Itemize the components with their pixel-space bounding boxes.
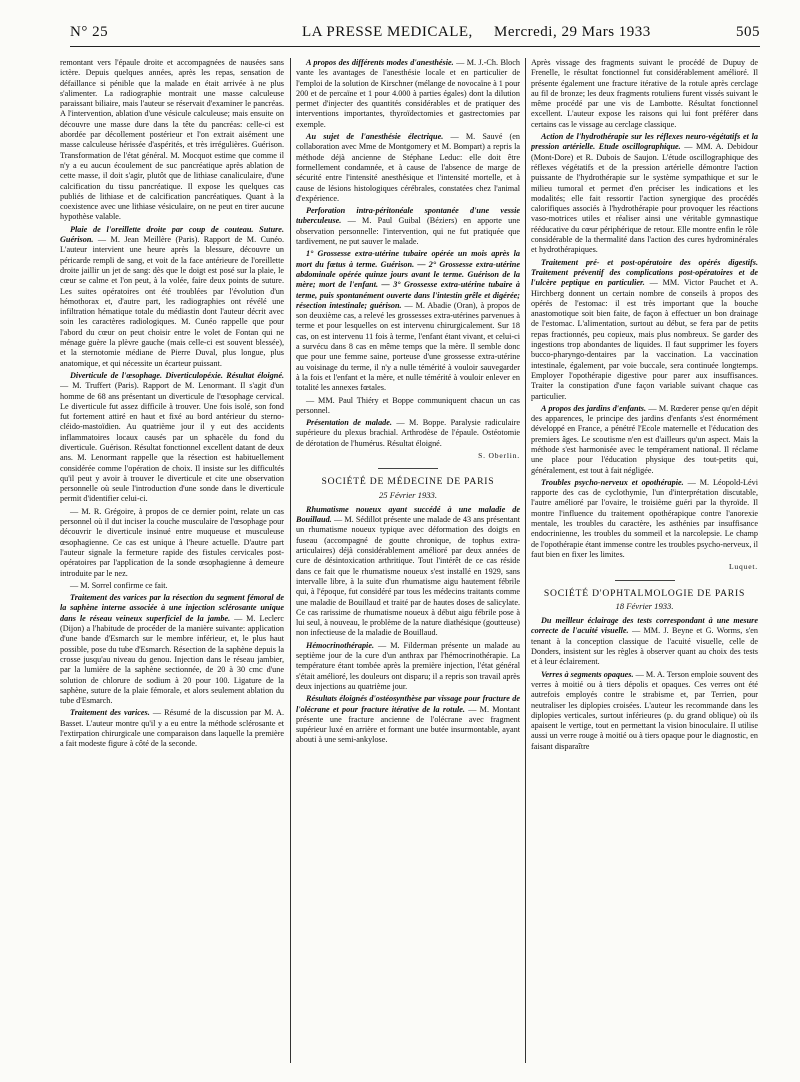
article	[296, 505, 520, 639]
session-date: 18 Février 1933.	[615, 600, 674, 611]
article	[296, 694, 520, 745]
article	[60, 371, 284, 505]
article-body: — M. Abadie (Oran), à propos de son deuxième cas, a relevé les grossesses extra-utérines parvenues à terme et pour lesquelles on est intervenu chirurgicalement. Sur 18 cas, on est intervenu 11 fois à terme, l'enfant étant vivant, et celui-ci a survécu dans 8 cas en même temps que la mère. Il semble donc que pour une femme saine, porteuse d'une grossesse extra-utérine au voisinage du terme, il n'y a nulle témérité à vouloir sauvegarder à la fois et l'enfant et la mère, et nulle témérité à vouloir enlever en totalité les annexes fœtales.	[296, 300, 520, 393]
article-heading: Rhumatisme noueux ayant succédé à une maladie de Bouillaud.	[296, 504, 520, 525]
article-body: — M. Sédillot présente une malade de 43 ans présentant un rhumatisme noueux typique avec déformation des doigts en fuseau (accompagné de goutte chronique, de tophus extra-articulaires) déjà considérablement amélioré par deux années de cure de désintoxication arthritique. Tout l'intérêt de ce cas réside dans ce fait que le rhumatisme noueux s'est installé en 1929, sans intervalle libre, à la suite d'un rhumatisme aigu hautement fébrile qui, à l'époque, fut considéré par tous les médecins traitants comme une maladie de Bouillaud et traité par de hautes doses de salicylate. Ce cas rarissime de rhumatisme noueux à début aigu fébrile pose à lui seul, à nouveau, le problème de la nature diathésique (goutteuse) non infectieuse de la maladie de Bouillaud.	[296, 515, 520, 638]
article-body: — M. Leclerc (Dijon) a l'habitude de procéder de la manière suivante: application d'une bande d'Esmarch sur le membre inférieur, et, le plus haut possible, pose du tube d'Esmarch. Résection de la saphène depuis la crosse jusqu'au niveau du genou. Injection dans le réseau jambier, par la lumière de la saphène sectionnée, de 20 à 30 cmc d'une solution de chlorure de sodium à 20 pour 100. Ligature de la saphène, suture de la plaie fémorale, et alors seulement ablation du tube d'Esmarch.	[60, 613, 284, 706]
article	[296, 249, 520, 393]
section-separator	[615, 580, 675, 581]
article-heading: Plaie de l'oreillette droite par coup de couteau. Suture. Guérison.	[60, 224, 284, 245]
column-3	[531, 58, 758, 1063]
article	[296, 58, 520, 130]
article-heading: Action de l'hydrothérapie sur les réflexes neuro-végétatifs et la pression artérielle. Etude oscillographique.	[531, 132, 758, 152]
article-body: — MM. A. Debidour (Mont-Dore) et R. Dubois de Saujon. L'étude oscillographique des réflexes végétatifs et de la pression artérielle démontre l'action puissante de l'hydrothérapie sur le système sympathique et sur le milieu tumoral et permet d'en préciser les indications et les modalités; elle fait ressortir l'action synergique des procédés calorifiques associés à l'hydrothérapie pour provoquer les réactions vaso-motrices utiles et réaliser ainsi une véritable gymnastique rééducative du cœur périphérique de retour. Elle montre enfin le rôle considérable de la thermalité dans l'action des cures hydrominérales et hydrothérapiques.	[531, 142, 758, 255]
column-rule-left	[290, 58, 291, 1063]
column-1	[60, 58, 284, 1063]
article-heading: A propos des jardins d'enfants.	[541, 403, 647, 413]
session-date: 25 Février 1933.	[379, 489, 437, 500]
page-number: 505	[736, 24, 760, 40]
author-signature: Luquet.	[728, 562, 758, 572]
article	[296, 206, 520, 247]
issue-number: N° 25	[70, 24, 109, 40]
article-heading: Au sujet de l'anesthésie électrique.	[306, 132, 444, 142]
article-body: — MM. Victor Pauchet et A. Hirchberg donnent un certain nombre de conseils à propos des opérés de l'estomac: il est très important que la bouche anastomotique soit bien faite, de façon à effectuer un bon drainage de l'estomac. L'alimentation, surtout au début, se fera par de petits repas fractionnés, peu copieux, mais plus nombreux. Se garder des ingestions trop abondantes de liquides. Il faut supprimer les foyers bucco-pharyngo-dentaires par la vaccination. La vaccination intestinale, également, par voie buccale, sera continuée longtemps. Employer l'opothérapie digestive pour parer aux insuffisances. Traiter la constipation d'une façon variable suivant chaque cas particulier.	[531, 278, 758, 401]
article	[531, 404, 758, 476]
article	[531, 478, 758, 560]
section-separator	[378, 468, 438, 469]
society-heading: SOCIÉTÉ D'OPHTALMOLOGIE DE PARIS	[543, 587, 746, 599]
article-body: — MM. J. Beyne et G. Worms, s'en tenant à la conception classique de l'acuité visuelle, celle de Donders, insistent sur les règles à observer quant au choix des tests et à leur éclairement.	[531, 626, 758, 667]
paragraph: Après vissage des fragments suivant le procédé de Dupuy de Frenelle, le résultat fonctionnel fut considérablement amélioré. Il présente également une fracture itérative de la rotule après cerclage au fil de bronze; les deux fragments rotuliens furent vissés suivant le même procédé par une vis de Lambotte. Résultat fonctionnel excellent. L'auteur expose les raisons qui lui font préférer dans certains cas le vissage au cerclage classique.	[531, 58, 758, 129]
article-heading: Résultats éloignés d'ostéosynthèse par vissage pour fracture de l'olécrane et pour fracture itérative de la rotule.	[296, 694, 520, 714]
article	[296, 641, 520, 692]
article-body: — Résumé de la discussion par M. A. Basset. L'auteur montre qu'il y a eu entre la méthode sclérosante et l'extirpation chirurgicale une comparaison dans laquelle la première a fait modeste figure à côté de la seconde.	[60, 708, 284, 749]
society-heading: SOCIÉTÉ DE MÉDECINE DE PARIS	[321, 476, 495, 488]
issue-date: Mercredi, 29 Mars 1933	[494, 24, 651, 40]
article-heading: Présentation de malade.	[306, 418, 392, 428]
paragraph: — M. R. Grégoire, à propos de ce dernier point, relate un cas personnel où il dut inciser la couche musculaire de l'œsophage pour découvrir le diverticule insinué entre muqueuse et musculeuse œsophagienne. Ce cas est unique à l'heure actuelle. D'autre part l'auteur signale la fermeture rapide des fistules cervicales post-opératoires par l'application de la sonde œsophagienne à demeure introduite par le nez.	[60, 506, 284, 578]
article-heading: Verres à segments opaques.	[541, 669, 634, 679]
article	[531, 132, 758, 256]
article-heading: Troubles psycho-nerveux et opothérapie.	[541, 477, 684, 487]
journal-title: LA PRESSE MEDICALE,	[302, 24, 473, 40]
page-header	[70, 24, 760, 47]
article-heading: 1° Grossesse extra-utérine tubaire opérée un mois après la mort du fœtus à terme. Guérison. — 2° Grossesse extra-utérine abdominale opérée quinze jours avant le terme. Guérison de la mère; mort de l'enfant. — 3° Grossesse extra-utérine tubaire à terme, puis spontanément ouverte dans l'intestin grêle et digérée; résection intestinale; guérison.	[296, 249, 520, 310]
article-body: — M. A. Terson emploie souvent des verres à moitié ou à tiers dépolis et opaques. Ces verres ont été autrefois employés contre le strabisme et, par Terrien, pour neutraliser les diplopies croisées. L'auteur les recommande dans les diplopies verticales, surtout inférieures (p. du grand oblique) où ils apaisent le vertige, tout en permettant la vision binoculaire. Il utilise aussi un verre rouge à moitié ou à tiers opaque pour le diagnostic, en faisant disparaître	[531, 669, 758, 751]
article-heading: Traitement des varices par la résection du segment fémoral de la saphène interne associée à une injection sclérosante unique dans le réseau veineux superficiel de la jambe.	[60, 593, 284, 623]
article-heading: Hémocrinothérapie.	[306, 640, 374, 650]
article-heading: A propos des différents modes d'anesthésie.	[306, 58, 454, 67]
article-body: — M. Jean Meillère (Paris). Rapport de M. Cunéo. L'auteur intervient une heure après la blessure, découvre un péricarde rempli de sang, et voit de la face antérieure de l'oreillette droite jaillir un jet de sang: dès que le doigt est posé sur la plaie, le cœur se calme et l'on peut, à la volée, faire deux points de suture. Les suites opératoires ont été troublées par l'évolution d'un hémothorax et, d'autre part, les radiographies ont révélé une infiltration hématique totale du médiastin dont l'auteur décrit avec soin les caractères radiologiques. M. Cunéo rappelle que pour l'abord du cœur on peut choisir entre le volet de Fontan qui ne ménage guère la plèvre gauche (mais celle-ci est souvent blessée), et la sternotomie médiane de Pierre Duval, plus longue, plus anatomique, et qui nécessite un écarteur puissant.	[60, 235, 284, 368]
article	[531, 258, 758, 402]
article-body: — M. Filderman présente un malade au septième jour de la cure d'un anthrax par l'hémocrinothérapie. La température étant tombée après la première injection, l'état général s'était amélioré, les douleurs ont disparu; il a repris son travail après deux injections au quatrième jour.	[296, 640, 520, 691]
article	[531, 616, 758, 667]
article-heading: Du meilleur éclairage des tests correspondant à une mesure correcte de l'acuité visuelle.	[531, 616, 758, 636]
article	[531, 670, 758, 752]
article	[60, 225, 284, 369]
article-body: — M. Paul Guibal (Béziers) en apporte une observation personnelle: l'intervention, qui ne fut pratiquée que tardivement, ne put sauver le malade.	[296, 216, 520, 247]
article-heading: Traitement des varices.	[70, 708, 150, 718]
article-body: — M. Truffert (Paris). Rapport de M. Lenormant. Il s'agit d'un homme de 68 ans présentant un diverticule de l'œsophage cervical. Le diverticule fut assez difficile à trouver. Une fois isolé, son fond fut fortement attiré en haut et fixé au bord antérieur du sterno-cléido-mastoïdien. Au quatrième jour il y eut des accidents inflammatoires locaux causés par un sphacèle du fond du diverticule. Guérison. Résultat fonctionnel excellent datant de deux ans. M. Lenormant rappelle que la résection est habituellement considérée comme l'opération de choix. Il insiste sur les difficultés qu'il peut y avoir à trouver le diverticule et cite une observation personnelle où seule l'introduction d'une sonde dans le diverticule permit d'identifier celui-ci.	[60, 381, 284, 504]
article-body: — M. Rœderer pense qu'en dépit des apparences, le principe des jardins d'enfants s'est énormément développé en France, a pénétré l'Ecole maternelle et l'éducation des premiers âges. Le scoutisme n'en est d'ailleurs qu'un aspect. Mais la méthode s'est harmonisée avec le tempérament national. Il réclame une place pour l'éducation physique des tout-petits qui, généralement, est tout à fait négligée.	[531, 403, 758, 475]
article-heading: Perforation intra-péritonéale spontanée d'une vessie tuberculeuse.	[296, 206, 520, 226]
article	[296, 418, 520, 449]
article-body: — M. Boppe. Paralysie radiculaire supérieure du plexus brachial. Arthrodèse de l'épaule. Ostéotomie de dérotation de l'humérus. Résultat éloigné.	[296, 418, 520, 448]
article-body: — M. Montant présente une fracture ancienne de l'olécrane avec fragment supérieur luxé en arrière et formant une butée insurmontable, ayant abouti à une semi-ankylose.	[296, 704, 520, 745]
column-2	[296, 58, 520, 1063]
article-body: — M. Sauvé (en collaboration avec Mme de Montgomery et M. Bompart) a repris la méthode déjà ancienne de Stéphane Leduc: elle doit être formellement condamnée, et à cause de l'absence de marge de sécurité entre l'intensité anesthésique et l'intensité mortelle, et à cause de lésions histologiques cérébrales, constatées chez l'animal d'expérience.	[296, 132, 520, 203]
column-rule-right	[525, 58, 526, 1063]
article-heading: Diverticule de l'œsophage. Diverticulopéxie. Résultat éloigné.	[70, 370, 284, 380]
article	[60, 708, 284, 749]
author-signature: S. Oberlin.	[478, 450, 520, 460]
article-body: — M. J.-Ch. Bloch vante les avantages de l'anesthésie locale et en particulier de l'emploi de la solution de Kirschner (mélange de novocaïne à 1 pour 200 et de percaïne et 1 pour 4.000 à parties égales) dont la dilution permet d'injecter des quantités considérables et de pratiquer des interventions importantes, thyroïdectomies et gastrectomies par exemple.	[296, 58, 520, 129]
article-body: — M. Léopold-Lévi rapporte des cas de cyclothymie, l'un d'interprétation discutable, l'autre amélioré par l'ovaire, le troisième guéri par la thyroïde. Il montre l'influence du traitement opothérapique contre l'anorexie mentale, les troubles du caractère, les asthénies par insuffisance endocrinienne, les troubles du sommeil et la narcolepsie. Le champ de l'opothérapie étant immense contre les troubles psycho-nerveux, il faut bien en fixer les limites.	[531, 477, 758, 559]
article	[60, 593, 284, 706]
article-heading: Traitement pré- et post-opératoire des opérés digestifs. Traitement préventif des complications post-opératoires et de l'ulcère peptique en particulier.	[531, 257, 758, 288]
paragraph: — M. Sorrel confirme ce fait.	[70, 580, 168, 590]
article	[296, 132, 520, 204]
paragraph: remontant vers l'épaule droite et accompagnées de nausées sans ictère. Depuis quelques années, après les repas, sensation de défaillance si pénible que la malade en était arrivée à ne plus s'alimenter. La radiographie montrait une masse calculeuse paraissant biliaire, mais l'auteur se réservait d'examiner le pancréas. A l'intervention, ablation d'une vésicule calculeuse; mais ensuite on découvre une masse dure dans la tête du pancréas: celle-ci est abordée par décollement postérieur et l'on extrait aisément une masse calculeuse hérissée d'aspérités, et très irrégulières. Guérison. Transformation de l'état général. M. Mocquot estime que comme il n'y a eu aucun écoulement de suc pancréatique après ablation de cette masse, il doit s'agir, plutôt que de lithiase canaliculaire, d'une calcification du tissu pancréatique. Il expose les quelques cas publiés de lithiase et de calcification pancréatiques. Quant à la coexistence avec une lithiase vésiculaire, on ne peut en tirer aucune hypothèse valable.	[60, 58, 284, 222]
paragraph: — MM. Paul Thiéry et Boppe communiquent chacun un cas personnel.	[296, 395, 520, 415]
